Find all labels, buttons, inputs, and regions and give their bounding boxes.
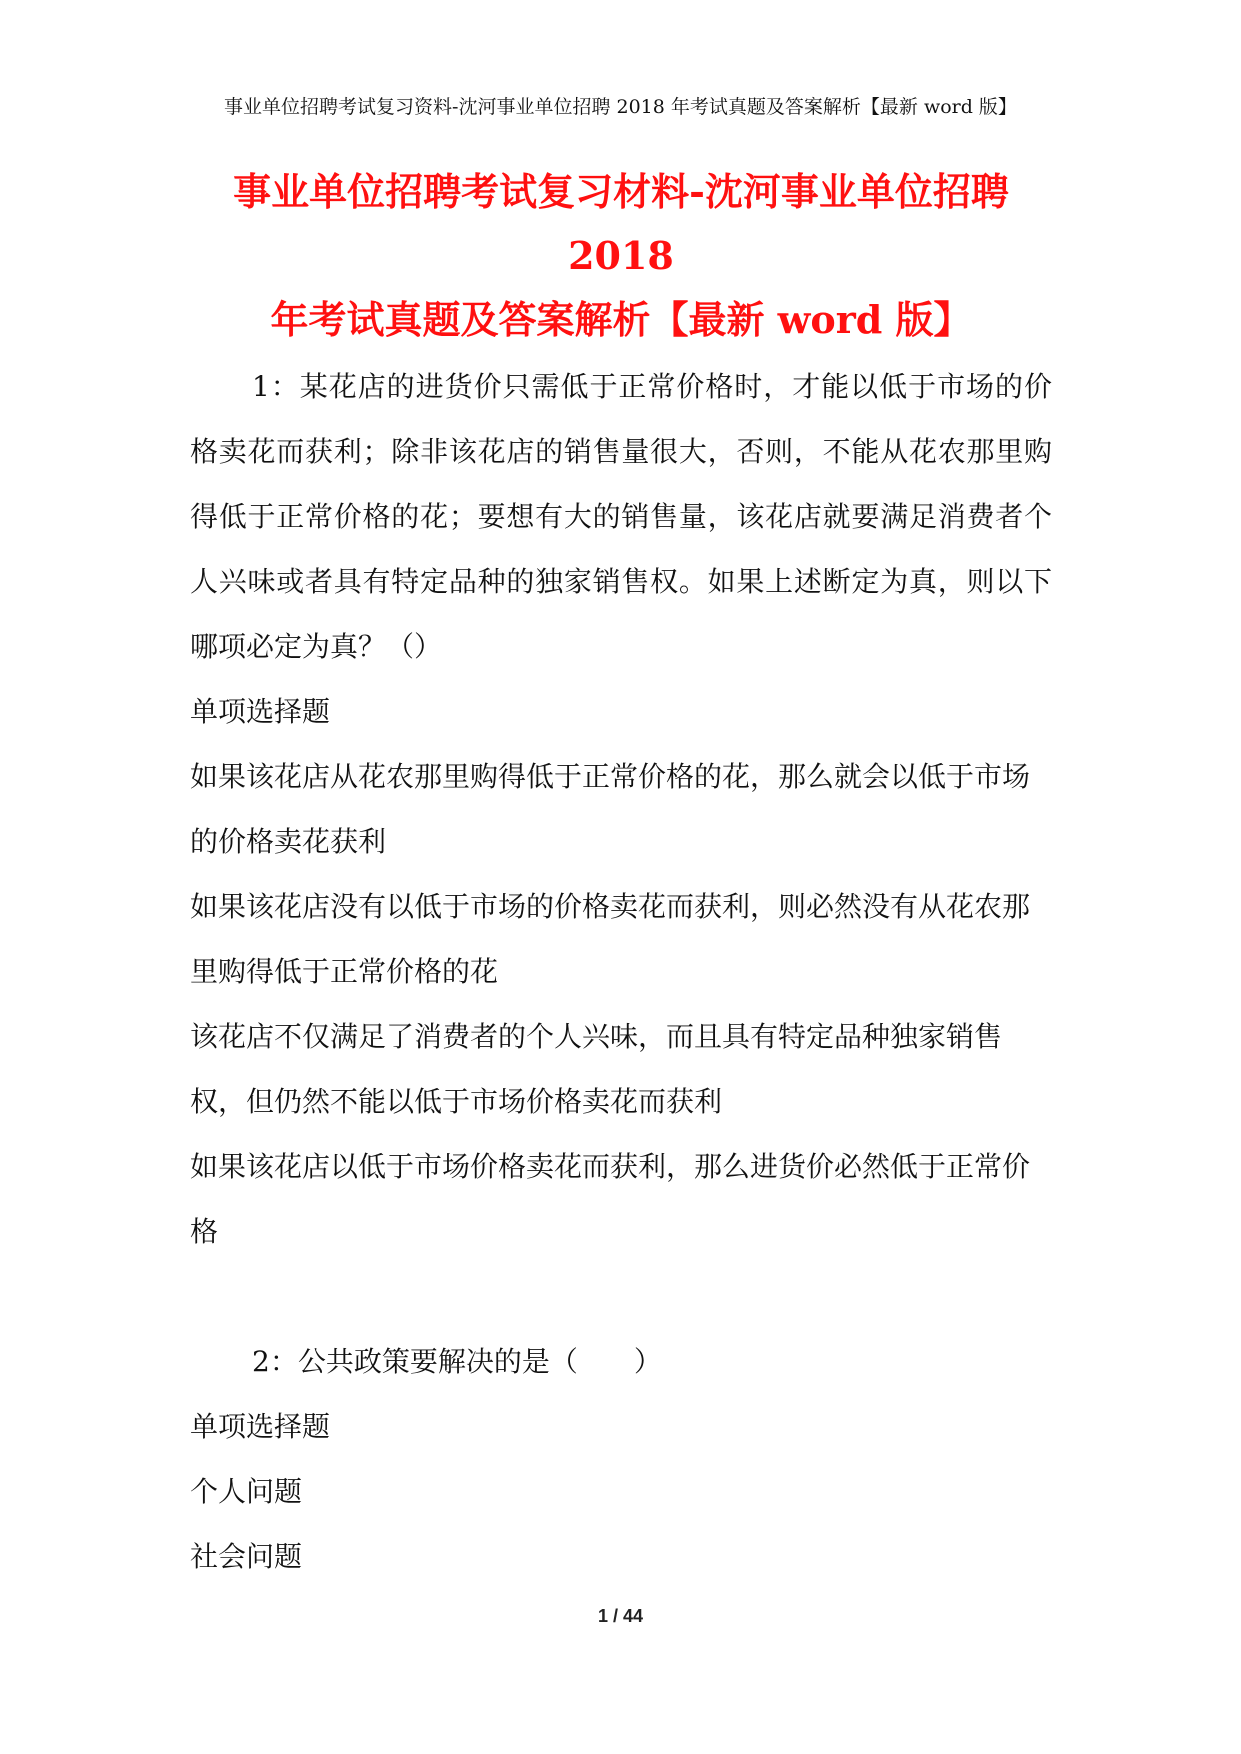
running-header: 事业单位招聘考试复习资料-沈河事业单位招聘 2018 年考试真题及答案解析【最新 word 版】 [224,96,1017,118]
question-1-option-b: 如果该花店没有以低于市场的价格卖花而获利，则必然没有从花农那里购得低于正常价格的花 [190,890,1031,988]
question-1-stem: 1：某花店的进货价只需低于正常价格时，才能以低于市场的价格卖花而获利；除非该花店的销售量很大，否则，不能从花农那里购得低于正常价格的花；要想有大的销售量，该花店就要满足消费者个人兴味或者具有特定品种的独家销售权。如果上述断定为真，则以下哪项必定为真？（） [190,370,1052,663]
question-spacer [190,1264,1052,1329]
question-2-option-a: 个人问题 [190,1475,303,1508]
question-1-option-a: 如果该花店从花农那里购得低于正常价格的花，那么就会以低于市场的价格卖花获利 [190,760,1031,858]
document-title [190,160,1052,352]
question-1-option-c: 该花店不仅满足了消费者的个人兴味，而且具有特定品种独家销售权，但仍然不能以低于市场价格卖花而获利 [190,1020,1003,1118]
question-1-option-d: 如果该花店以低于市场价格卖花而获利，那么进货价必然低于正常价格 [190,1150,1031,1248]
question-2-type: 单项选择题 [190,1410,331,1443]
title-line-1: 事业单位招聘考试复习材料-沈河事业单位招聘 2018 [233,169,1009,278]
document-body [190,354,1052,1589]
page-number: 1 / 44 [597,1606,644,1626]
question-2-option-b: 社会问题 [190,1540,303,1573]
question-2-stem: 2：公共政策要解决的是（ ） [252,1345,662,1378]
question-1-type: 单项选择题 [190,695,331,728]
title-line-2: 年考试真题及答案解析【最新 word 版】 [270,297,972,342]
